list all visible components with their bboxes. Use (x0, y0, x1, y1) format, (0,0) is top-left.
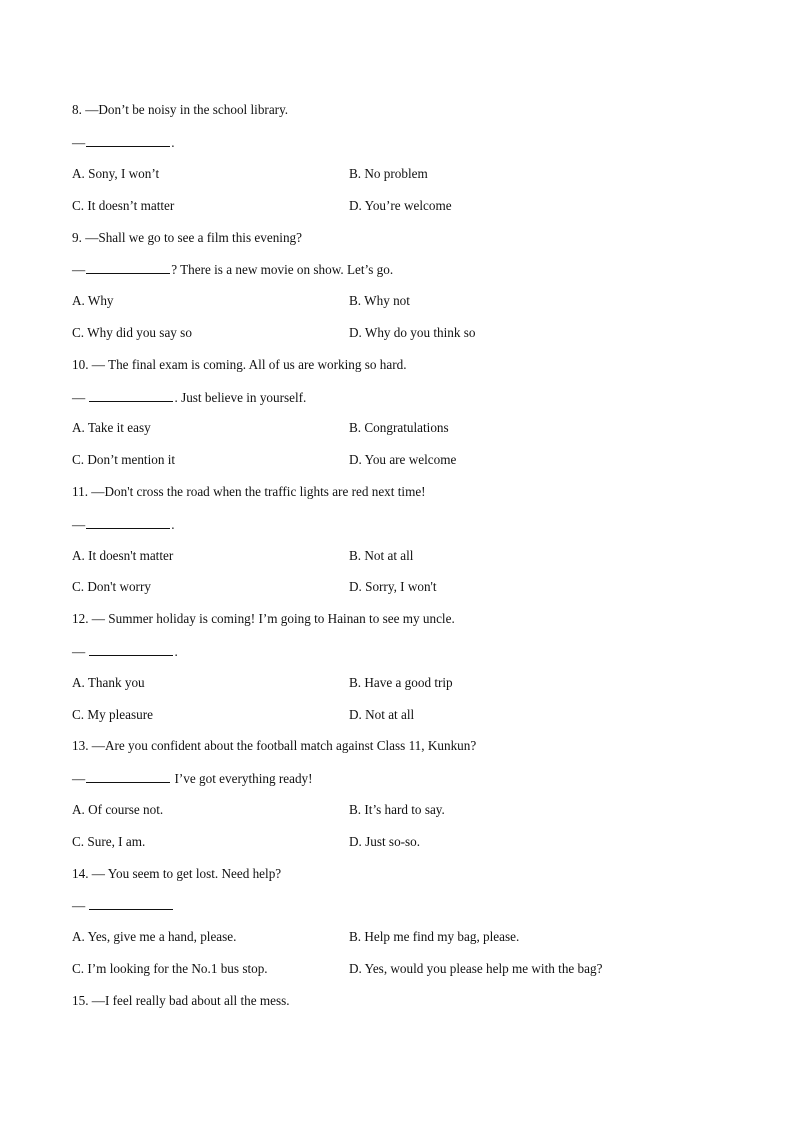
question-9-options-row-2 (72, 325, 692, 341)
question-13-stem: 13. —Are you confident about the football match against Class 11, Kunkun? (72, 738, 477, 753)
response-prefix: — (72, 644, 89, 659)
answer-blank[interactable] (86, 134, 170, 147)
question-13-options-row-2 (72, 834, 692, 850)
answer-blank[interactable] (86, 770, 170, 783)
question-11-stem: 11. —Don't cross the road when the traffic lights are red next time! (72, 484, 426, 499)
question-8-response (72, 134, 174, 151)
question-11-options-row-1 (72, 548, 692, 564)
option-d[interactable]: D. Sorry, I won't (349, 579, 437, 594)
option-c[interactable]: C. My pleasure (72, 707, 153, 722)
response-suffix: . Just believe in yourself. (174, 390, 307, 405)
question-9-options-row-1 (72, 293, 692, 309)
question-10-response (72, 389, 306, 406)
question-12-response (72, 643, 178, 660)
question-14-stem: 14. — You seem to get lost. Need help? (72, 866, 282, 881)
option-a[interactable]: A. Yes, give me a hand, please. (72, 929, 237, 944)
answer-blank[interactable] (89, 643, 173, 656)
response-prefix: — (72, 262, 86, 277)
question-12-options-row-1 (72, 675, 692, 691)
response-suffix: . (171, 517, 175, 532)
answer-blank[interactable] (86, 261, 170, 274)
question-8-stem: 8. —Don’t be noisy in the school library. (72, 102, 289, 117)
question-10-options-row-1 (72, 420, 692, 436)
option-a[interactable]: A. Of course not. (72, 802, 164, 817)
option-c[interactable]: C. Don’t mention it (72, 452, 176, 467)
question-10-stem: 10. — The final exam is coming. All of us are working so hard. (72, 357, 407, 372)
option-c[interactable]: C. Don't worry (72, 579, 151, 594)
option-d[interactable]: D. Why do you think so (349, 325, 476, 340)
response-prefix: — (72, 771, 86, 786)
option-b[interactable]: B. Help me find my bag, please. (349, 929, 520, 944)
response-suffix: ? There is a new movie on show. Let’s go. (171, 262, 394, 277)
question-14-options-row-2 (72, 961, 692, 977)
option-d[interactable]: D. Yes, would you please help me with the bag? (349, 961, 603, 976)
option-a[interactable]: A. Thank you (72, 675, 145, 690)
response-suffix: I’ve got everything ready! (171, 771, 313, 786)
option-a[interactable]: A. Sony, I won’t (72, 166, 160, 181)
question-10-options-row-2 (72, 452, 692, 468)
question-8-options-row-1 (72, 166, 692, 182)
option-c[interactable]: C. Why did you say so (72, 325, 192, 340)
question-15-stem: 15. —I feel really bad about all the mess. (72, 993, 290, 1008)
question-14-response (72, 897, 174, 914)
question-9-stem: 9. —Shall we go to see a film this evening? (72, 230, 303, 245)
question-11-response (72, 516, 174, 533)
option-a[interactable]: A. It doesn't matter (72, 548, 174, 563)
question-11-options-row-2 (72, 579, 692, 595)
response-prefix: — (72, 390, 89, 405)
question-12-stem: 12. — Summer holiday is coming! I’m going to Hainan to see my uncle. (72, 611, 455, 626)
option-d[interactable]: D. You’re welcome (349, 198, 452, 213)
option-b[interactable]: B. Have a good trip (349, 675, 453, 690)
response-prefix: — (72, 898, 89, 913)
option-a[interactable]: A. Take it easy (72, 420, 151, 435)
option-c[interactable]: C. It doesn’t matter (72, 198, 175, 213)
question-12-options-row-2 (72, 707, 692, 723)
option-b[interactable]: B. Congratulations (349, 420, 449, 435)
question-13-response (72, 770, 313, 787)
response-prefix: — (72, 517, 86, 532)
response-suffix: . (171, 135, 175, 150)
question-8-options-row-2 (72, 198, 692, 214)
answer-blank[interactable] (89, 897, 173, 910)
option-d[interactable]: D. You are welcome (349, 452, 457, 467)
option-b[interactable]: B. Why not (349, 293, 410, 308)
option-b[interactable]: B. It’s hard to say. (349, 802, 445, 817)
option-d[interactable]: D. Not at all (349, 707, 415, 722)
answer-blank[interactable] (89, 389, 173, 402)
question-14-options-row-1 (72, 929, 692, 945)
option-d[interactable]: D. Just so-so. (349, 834, 421, 849)
option-a[interactable]: A. Why (72, 293, 114, 308)
response-prefix: — (72, 135, 86, 150)
option-b[interactable]: B. Not at all (349, 548, 414, 563)
option-b[interactable]: B. No problem (349, 166, 428, 181)
option-c[interactable]: C. I’m looking for the No.1 bus stop. (72, 961, 268, 976)
question-13-options-row-1 (72, 802, 692, 818)
question-9-response (72, 261, 393, 278)
option-c[interactable]: C. Sure, I am. (72, 834, 146, 849)
response-suffix: . (174, 644, 178, 659)
answer-blank[interactable] (86, 516, 170, 529)
